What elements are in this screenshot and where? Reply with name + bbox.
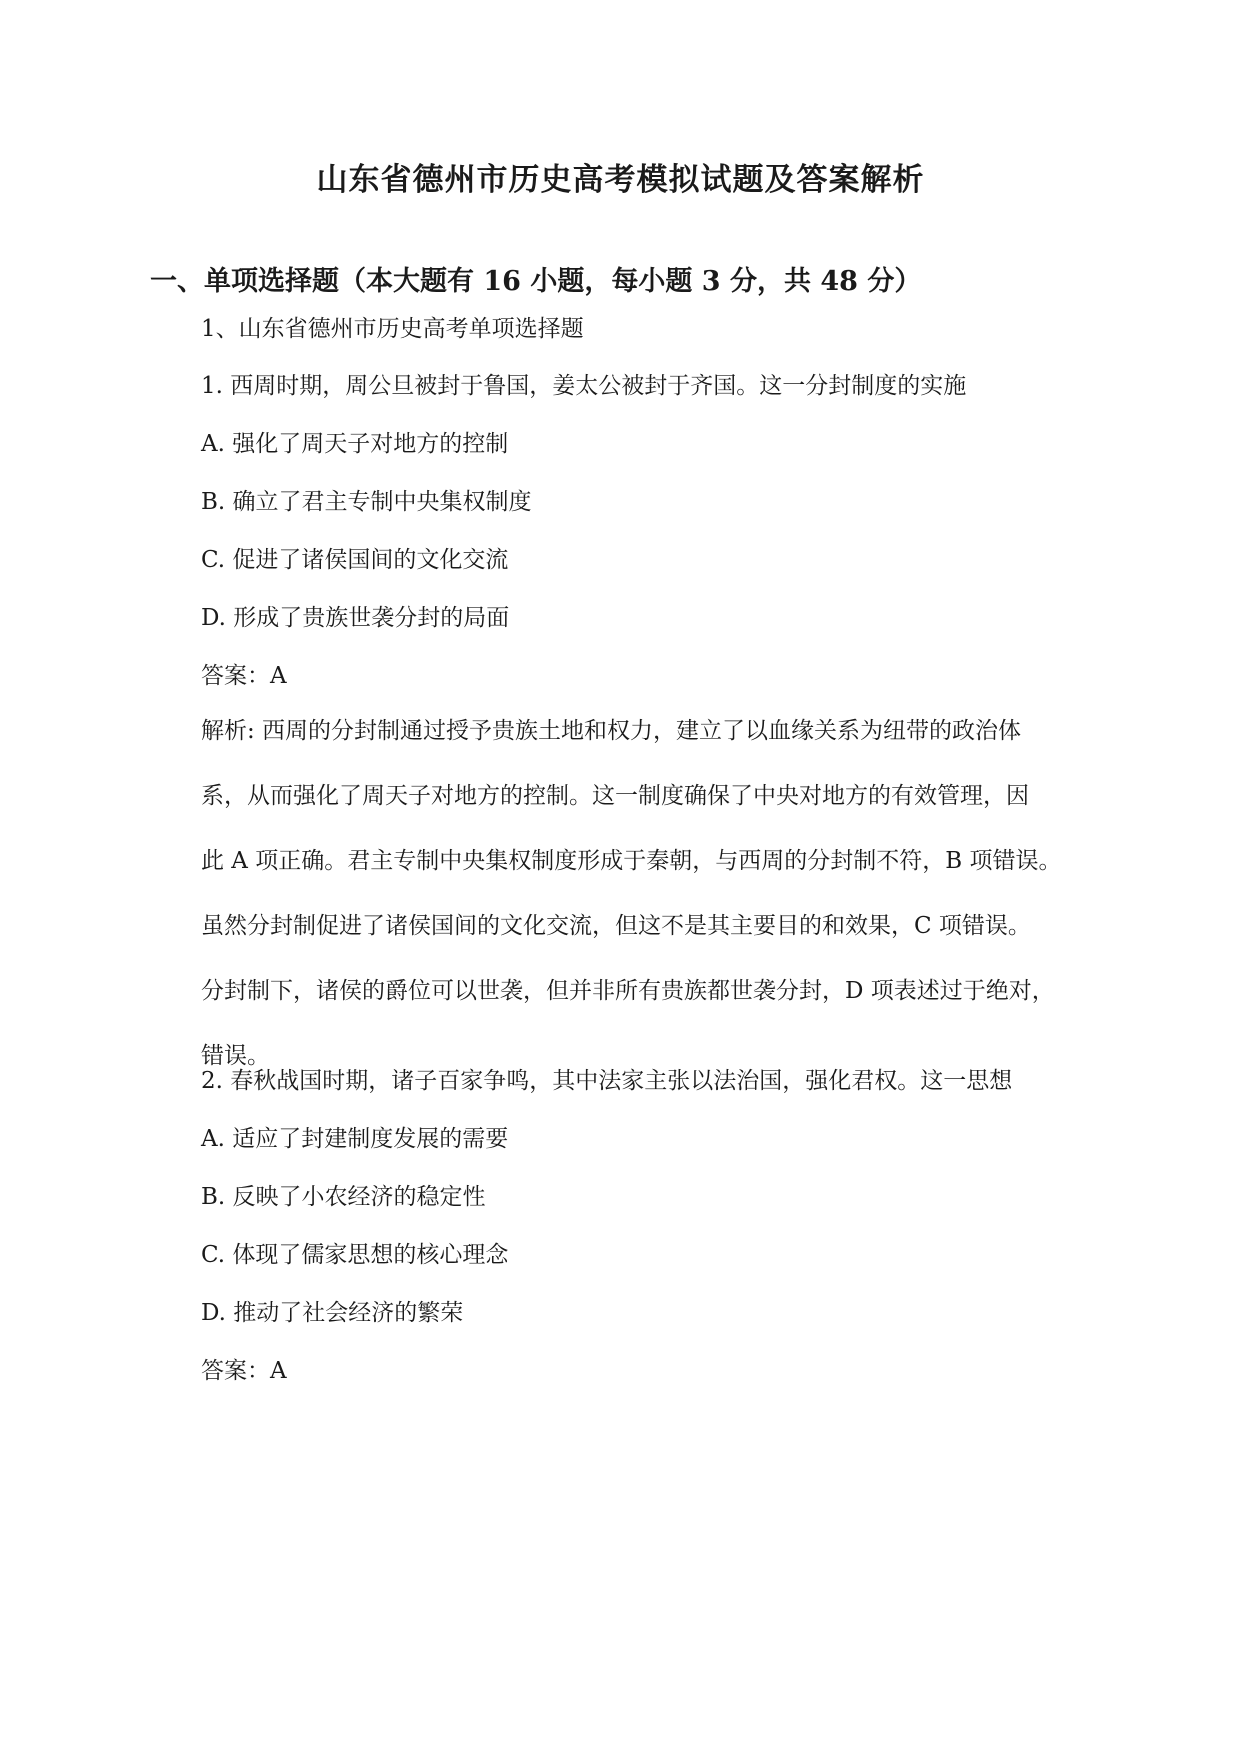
question-1-option-a: A. 强化了周天子对地方的控制 [201,431,509,457]
question-1-option-c: C. 促进了诸侯国间的文化交流 [201,547,509,573]
question-2-option-d: D. 推动了社会经济的繁荣 [201,1300,464,1326]
question-2-option-b: B. 反映了小农经济的稳定性 [201,1184,486,1210]
question-1-option-d: D. 形成了贵族世袭分封的局面 [201,605,510,631]
question-2-answer: 答案：A [201,1358,287,1384]
document-title: 山东省德州市历史高考模拟试题及答案解析 [316,162,925,198]
question-2-option-c: C. 体现了儒家思想的核心理念 [201,1242,509,1268]
question-2-option-a: A. 适应了封建制度发展的需要 [201,1126,509,1152]
analysis-line: 分封制下，诸侯的爵位可以世袭，但并非所有贵族都世袭分封，D 项表述过于绝对， [201,978,1055,1004]
analysis-line: 错误。 [201,1043,270,1069]
section-heading: 一、单项选择题（本大题有 16 小题，每小题 3 分，共 48 分） [150,266,922,297]
question-1-analysis [201,699,1116,1089]
question-2-stem: 2. 春秋战国时期，诸子百家争鸣，其中法家主张以法治国，强化君权。这一思想 [201,1068,1013,1094]
analysis-line: 系，从而强化了周天子对地方的控制。这一制度确保了中央对地方的有效管理，因 [201,783,1029,809]
question-1-answer: 答案：A [201,663,287,689]
analysis-line: 虽然分封制促进了诸侯国间的文化交流，但这不是其主要目的和效果，C 项错误。 [201,913,1031,939]
analysis-line: 此 A 项正确。君主专制中央集权制度形成于秦朝，与西周的分封制不符，B 项错误。 [201,848,1062,874]
question-1-stem: 1. 西周时期，周公旦被封于鲁国，姜太公被封于齐国。这一分封制度的实施 [201,373,967,399]
question-1-option-b: B. 确立了君主专制中央集权制度 [201,489,532,515]
question-group-label: 1、山东省德州市历史高考单项选择题 [201,316,584,342]
analysis-line: 解析: 西周的分封制通过授予贵族土地和权力，建立了以血缘关系为纽带的政治体 [201,718,1022,744]
